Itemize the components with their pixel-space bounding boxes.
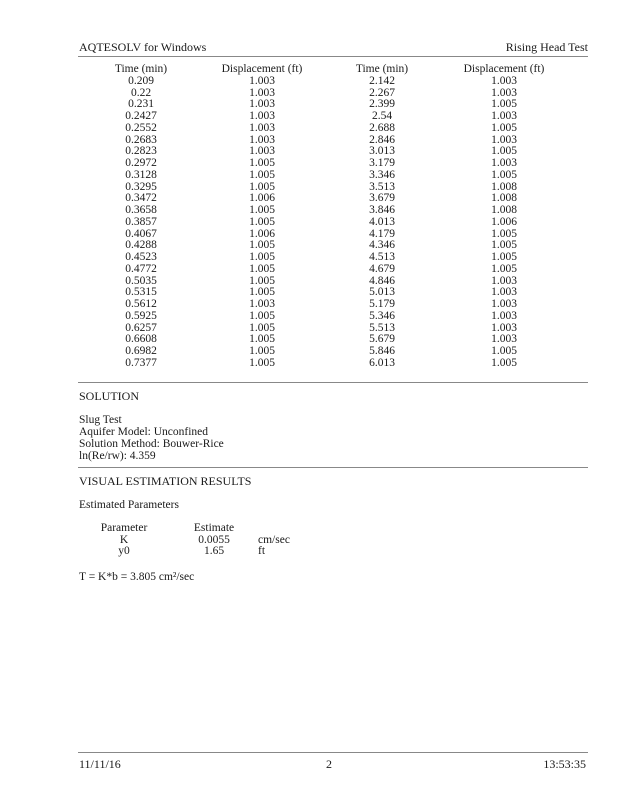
estimated-parameters-heading: Estimated Parameters xyxy=(79,499,179,511)
table-cell: 1.005 xyxy=(491,145,517,158)
table-column-displacement-2 xyxy=(454,64,554,370)
table-cell: 0.5315 xyxy=(125,286,157,299)
table-cell: 5.679 xyxy=(369,333,395,346)
table-cell: 1.003 xyxy=(249,145,275,158)
parameter-name: y0 xyxy=(118,545,130,558)
table-cell: 3.013 xyxy=(369,145,395,158)
table-cell: 1.005 xyxy=(249,356,275,369)
table-cell: 2.142 xyxy=(369,74,395,87)
table-cell: 0.5035 xyxy=(125,274,157,287)
table-cell: 1.003 xyxy=(491,157,517,169)
table-cell: 0.2823 xyxy=(125,145,157,158)
table-cell: 4.346 xyxy=(369,239,395,252)
table-column-displacement-1 xyxy=(212,64,312,370)
table-cell: 1.005 xyxy=(249,168,275,181)
estimate-header: Estimate xyxy=(193,522,235,534)
table-cell: 4.679 xyxy=(369,262,395,275)
table-cell: 0.4772 xyxy=(125,262,157,275)
column-values xyxy=(454,76,554,370)
table-cell: 5.013 xyxy=(369,286,395,299)
table-cell: 0.3658 xyxy=(125,204,157,216)
table-cell: 3.846 xyxy=(369,204,395,216)
table-cell: 1.003 xyxy=(249,74,275,87)
table-cell: 0.2683 xyxy=(125,133,157,146)
table-cell: 1.003 xyxy=(249,298,275,310)
table-cell: 3.513 xyxy=(369,180,395,193)
header-rule xyxy=(78,56,588,57)
table-cell: 1.003 xyxy=(491,86,517,99)
parameter-unit-column xyxy=(258,523,318,558)
table-cell: 1.005 xyxy=(491,345,517,357)
table-cell: 4.513 xyxy=(369,251,395,263)
table-cell: 1.003 xyxy=(491,74,517,87)
table-cell: 1.005 xyxy=(491,251,517,263)
table-cell: 1.005 xyxy=(249,345,275,357)
column-header: Time (min) xyxy=(355,63,409,75)
table-cell: 5.513 xyxy=(369,321,395,334)
table-cell: 1.008 xyxy=(491,204,517,216)
parameter-name: K xyxy=(119,533,129,546)
footer-date: 11/11/16 xyxy=(79,757,121,771)
table-cell: 2.846 xyxy=(369,133,395,146)
table-cell: 0.3128 xyxy=(125,168,157,181)
column-values xyxy=(346,76,418,370)
table-cell: 1.003 xyxy=(491,321,517,334)
table-cell: 0.3295 xyxy=(125,180,157,193)
parameter-estimate: 0.0055 xyxy=(198,533,230,546)
table-cell: 1.005 xyxy=(249,286,275,299)
table-cell: 1.005 xyxy=(249,251,275,263)
table-cell: 1.006 xyxy=(491,215,517,228)
parameter-unit: ft xyxy=(258,545,266,558)
table-cell: 1.005 xyxy=(491,98,517,111)
table-cell: 2.688 xyxy=(369,121,395,134)
column-header: Displacement (ft) xyxy=(463,63,545,75)
table-cell: 0.2972 xyxy=(125,157,157,169)
table-cell: 5.846 xyxy=(369,345,395,357)
footer-page-number: 2 xyxy=(326,757,332,771)
column-header: Displacement (ft) xyxy=(221,63,303,75)
column-values xyxy=(106,76,176,370)
parameter-header: Parameter xyxy=(100,522,148,534)
table-cell: 1.003 xyxy=(249,86,275,99)
table-rule xyxy=(78,382,588,383)
table-cell: 0.2552 xyxy=(125,121,157,134)
table-cell: 6.013 xyxy=(369,356,395,369)
parameter-name-column xyxy=(96,523,152,558)
table-column-time-2 xyxy=(346,64,418,370)
table-cell: 1.003 xyxy=(491,274,517,287)
table-cell: 0.2427 xyxy=(125,110,157,122)
table-cell: 1.008 xyxy=(491,192,517,205)
header-test-title: Rising Head Test xyxy=(505,40,588,54)
table-cell: 1.003 xyxy=(249,121,275,134)
table-cell: 3.346 xyxy=(369,168,395,181)
solution-line: Slug Test xyxy=(79,414,122,426)
table-cell: 3.179 xyxy=(369,157,395,169)
table-cell: 1.003 xyxy=(249,98,275,111)
table-cell: 1.005 xyxy=(491,356,517,369)
visual-estimation-heading: VISUAL ESTIMATION RESULTS xyxy=(79,474,252,488)
table-cell: 4.846 xyxy=(369,274,395,287)
parameter-estimate: 1.65 xyxy=(203,545,225,558)
table-cell: 1.005 xyxy=(249,204,275,216)
footer-rule xyxy=(78,752,588,753)
table-cell: 1.005 xyxy=(249,180,275,193)
table-cell: 0.22 xyxy=(130,86,152,99)
table-cell: 4.179 xyxy=(369,227,395,240)
transmissivity-line: T = K*b = 3.805 cm²/sec xyxy=(79,571,195,583)
table-cell: 1.005 xyxy=(491,168,517,181)
header-app-title: AQTESOLV for Windows xyxy=(79,40,207,54)
table-cell: 0.6608 xyxy=(125,333,157,346)
column-header: Time (min) xyxy=(114,63,168,75)
table-cell: 2.54 xyxy=(371,110,393,122)
table-cell: 1.003 xyxy=(491,309,517,322)
table-cell: 1.005 xyxy=(249,333,275,346)
table-cell: 1.003 xyxy=(491,133,517,146)
table-cell: 1.005 xyxy=(249,309,275,322)
table-cell: 1.005 xyxy=(249,262,275,275)
table-cell: 0.6982 xyxy=(125,345,157,357)
table-cell: 0.5612 xyxy=(125,298,157,310)
parameter-unit: cm/sec xyxy=(258,533,290,546)
table-cell: 1.006 xyxy=(249,192,275,205)
table-cell: 0.4523 xyxy=(125,251,157,263)
table-cell: 0.209 xyxy=(128,74,154,87)
table-cell: 0.3857 xyxy=(125,215,157,228)
parameter-estimate-column xyxy=(188,523,240,558)
table-cell: 0.5925 xyxy=(125,309,157,322)
table-cell: 1.003 xyxy=(249,133,275,146)
table-cell: 5.179 xyxy=(369,298,395,310)
table-cell: 2.267 xyxy=(369,86,395,99)
table-cell: 4.013 xyxy=(369,215,395,228)
table-cell: 1.003 xyxy=(491,110,517,122)
table-cell: 2.399 xyxy=(369,98,395,111)
table-cell: 0.7377 xyxy=(125,356,157,369)
table-cell: 0.231 xyxy=(128,98,154,111)
solution-line: Solution Method: Bouwer-Rice xyxy=(79,438,224,450)
table-cell: 0.6257 xyxy=(125,321,157,334)
table-cell: 1.008 xyxy=(491,180,517,193)
table-cell: 1.003 xyxy=(249,110,275,122)
table-cell: 1.005 xyxy=(249,321,275,334)
table-cell: 5.346 xyxy=(369,309,395,322)
table-cell: 1.005 xyxy=(249,239,275,252)
table-cell: 0.3472 xyxy=(125,192,157,205)
table-cell: 1.003 xyxy=(491,298,517,310)
solution-rule xyxy=(78,467,588,468)
table-cell: 1.005 xyxy=(249,157,275,169)
footer-time: 13:53:35 xyxy=(543,757,586,771)
column-values xyxy=(212,76,312,370)
table-cell: 1.005 xyxy=(491,239,517,252)
table-cell: 1.003 xyxy=(491,333,517,346)
table-cell: 1.003 xyxy=(491,286,517,299)
table-cell: 1.005 xyxy=(491,121,517,134)
table-cell: 1.005 xyxy=(249,215,275,228)
table-column-time-1 xyxy=(106,64,176,370)
solution-heading: SOLUTION xyxy=(79,389,139,403)
solution-line: ln(Re/rw): 4.359 xyxy=(79,450,156,462)
table-cell: 3.679 xyxy=(369,192,395,205)
table-cell: 1.005 xyxy=(491,227,517,240)
table-cell: 0.4288 xyxy=(125,239,157,252)
table-cell: 1.005 xyxy=(491,262,517,275)
solution-line: Aquifer Model: Unconfined xyxy=(79,426,209,438)
table-cell: 0.4067 xyxy=(125,227,157,240)
table-cell: 1.006 xyxy=(249,227,275,240)
table-cell: 1.005 xyxy=(249,274,275,287)
